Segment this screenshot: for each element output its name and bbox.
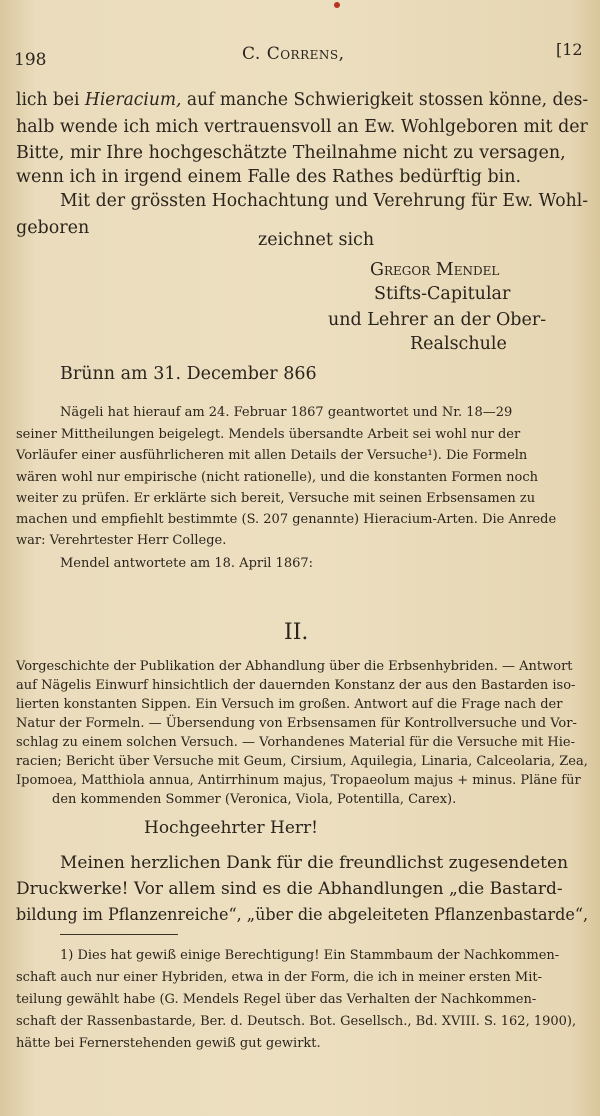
letter-line: geboren — [16, 218, 90, 238]
dateline: Brünn am 31. December 866 — [60, 364, 317, 384]
letter-line: Bitte, mir Ihre hochgeschätzte Theilnahme nicht zu versagen, — [16, 143, 566, 163]
note-line: Nägeli hat hierauf am 24. Februar 1867 geantwortet und Nr. 18—29 — [60, 405, 513, 420]
letter-line: halb wende ich mich vertrauensvoll an Ew. Wohlgeboren mit der — [16, 117, 588, 137]
summary-line: den kommenden Sommer (Veronica, Viola, Potentilla, Carex). — [52, 792, 457, 807]
signature-line: Stifts-Capitular — [374, 284, 511, 304]
summary-line: lierten konstanten Sippen. Ein Versuch im großen. Antwort auf die Frage nach der — [16, 697, 563, 712]
signature-name: Gregor Mendel — [370, 260, 500, 280]
summary-line: auf Nägelis Einwurf hinsichtlich der dauernden Konstanz der aus den Bastarden iso- — [16, 678, 576, 693]
footnote-line: 1) Dies hat gewiß einige Berechtigung! Ein Stammbaum der Nachkommen- — [60, 948, 560, 963]
note-line: Vorläufer einer ausführlicheren mit allen Details der Versuche¹). Die Formeln — [16, 448, 528, 463]
section-numeral: II. — [284, 620, 309, 645]
page-number: 198 — [14, 50, 47, 70]
note-line: weiter zu prüfen. Er erklärte sich bereit, Versuche mit seinen Erbsensamen zu — [16, 491, 536, 506]
note-line: seiner Mittheilungen beigelegt. Mendels übersandte Arbeit sei wohl nur der — [16, 427, 521, 442]
running-head: C. Correns, — [242, 44, 345, 64]
body-line: Meinen herzlichen Dank für die freundlichst zugesendeten — [60, 853, 569, 873]
body-line: bildung im Pflanzenreiche“, „über die abgeleiteten Pflanzenbastarde“, — [16, 905, 589, 925]
note-line: machen und empfiehlt bestimmte (S. 207 genannte) Hieracium-Arten. Die Anrede — [16, 512, 557, 527]
footnote-line: schaft der Rassenbastarde, Ber. d. Deutsch. Bot. Gesellsch., Bd. XVIII. S. 162, 1900), — [16, 1014, 577, 1029]
summary-line: racien; Bericht über Versuche mit Geum, Cirsium, Aquilegia, Linaria, Calceolaria, Zea, — [16, 754, 588, 769]
summary-line: Ipomoea, Matthiola annua, Antirrhinum majus, Tropaeolum majus + minus. Pläne für — [16, 773, 581, 788]
reply-line: Mendel antwortete am 18. April 1867: — [60, 556, 314, 571]
note-line: wären wohl nur empirische (nicht rationelle), und die konstanten Formen noch — [16, 470, 538, 485]
footnote-line: hätte bei Fernerstehenden gewiß gut gewirkt. — [16, 1036, 321, 1051]
ink-spot — [334, 2, 340, 8]
letter-line: lich bei Hieracium, auf manche Schwierigkeit stossen könne, des- — [16, 90, 589, 110]
footnote-line: schaft auch nur einer Hybriden, etwa in der Form, die ich in meiner ersten Mit- — [16, 970, 543, 985]
body-line: Druckwerke! Vor allem sind es die Abhandlungen „die Bastard- — [16, 879, 563, 899]
salutation: Hochgeehrter Herr! — [144, 818, 319, 838]
summary-line: schlag zu einem solchen Versuch. — Vorhandenes Material für die Versuche mit Hie- — [16, 735, 576, 750]
footnote-rule — [60, 934, 178, 935]
page-reference: [12 — [556, 40, 583, 59]
summary-line: Vorgeschichte der Publikation der Abhandlung über die Erbsenhybriden. — Antwort — [16, 659, 573, 674]
signoff: zeichnet sich — [258, 230, 375, 250]
footnote-line: teilung gewählt habe (G. Mendels Regel über das Verhalten der Nachkommen- — [16, 992, 537, 1007]
note-line: war: Verehrtester Herr College. — [16, 533, 227, 548]
letter-line: wenn ich in irgend einem Falle des Rathes bedürftig bin. — [16, 167, 522, 187]
signature-line: und Lehrer an der Ober- — [328, 310, 547, 330]
letter-line: Mit der grössten Hochachtung und Verehrung für Ew. Wohl- — [60, 191, 589, 211]
signature-line: Realschule — [410, 334, 507, 354]
summary-line: Natur der Formeln. — Übersendung von Erbsensamen für Kontrollversuche und Vor- — [16, 716, 577, 731]
